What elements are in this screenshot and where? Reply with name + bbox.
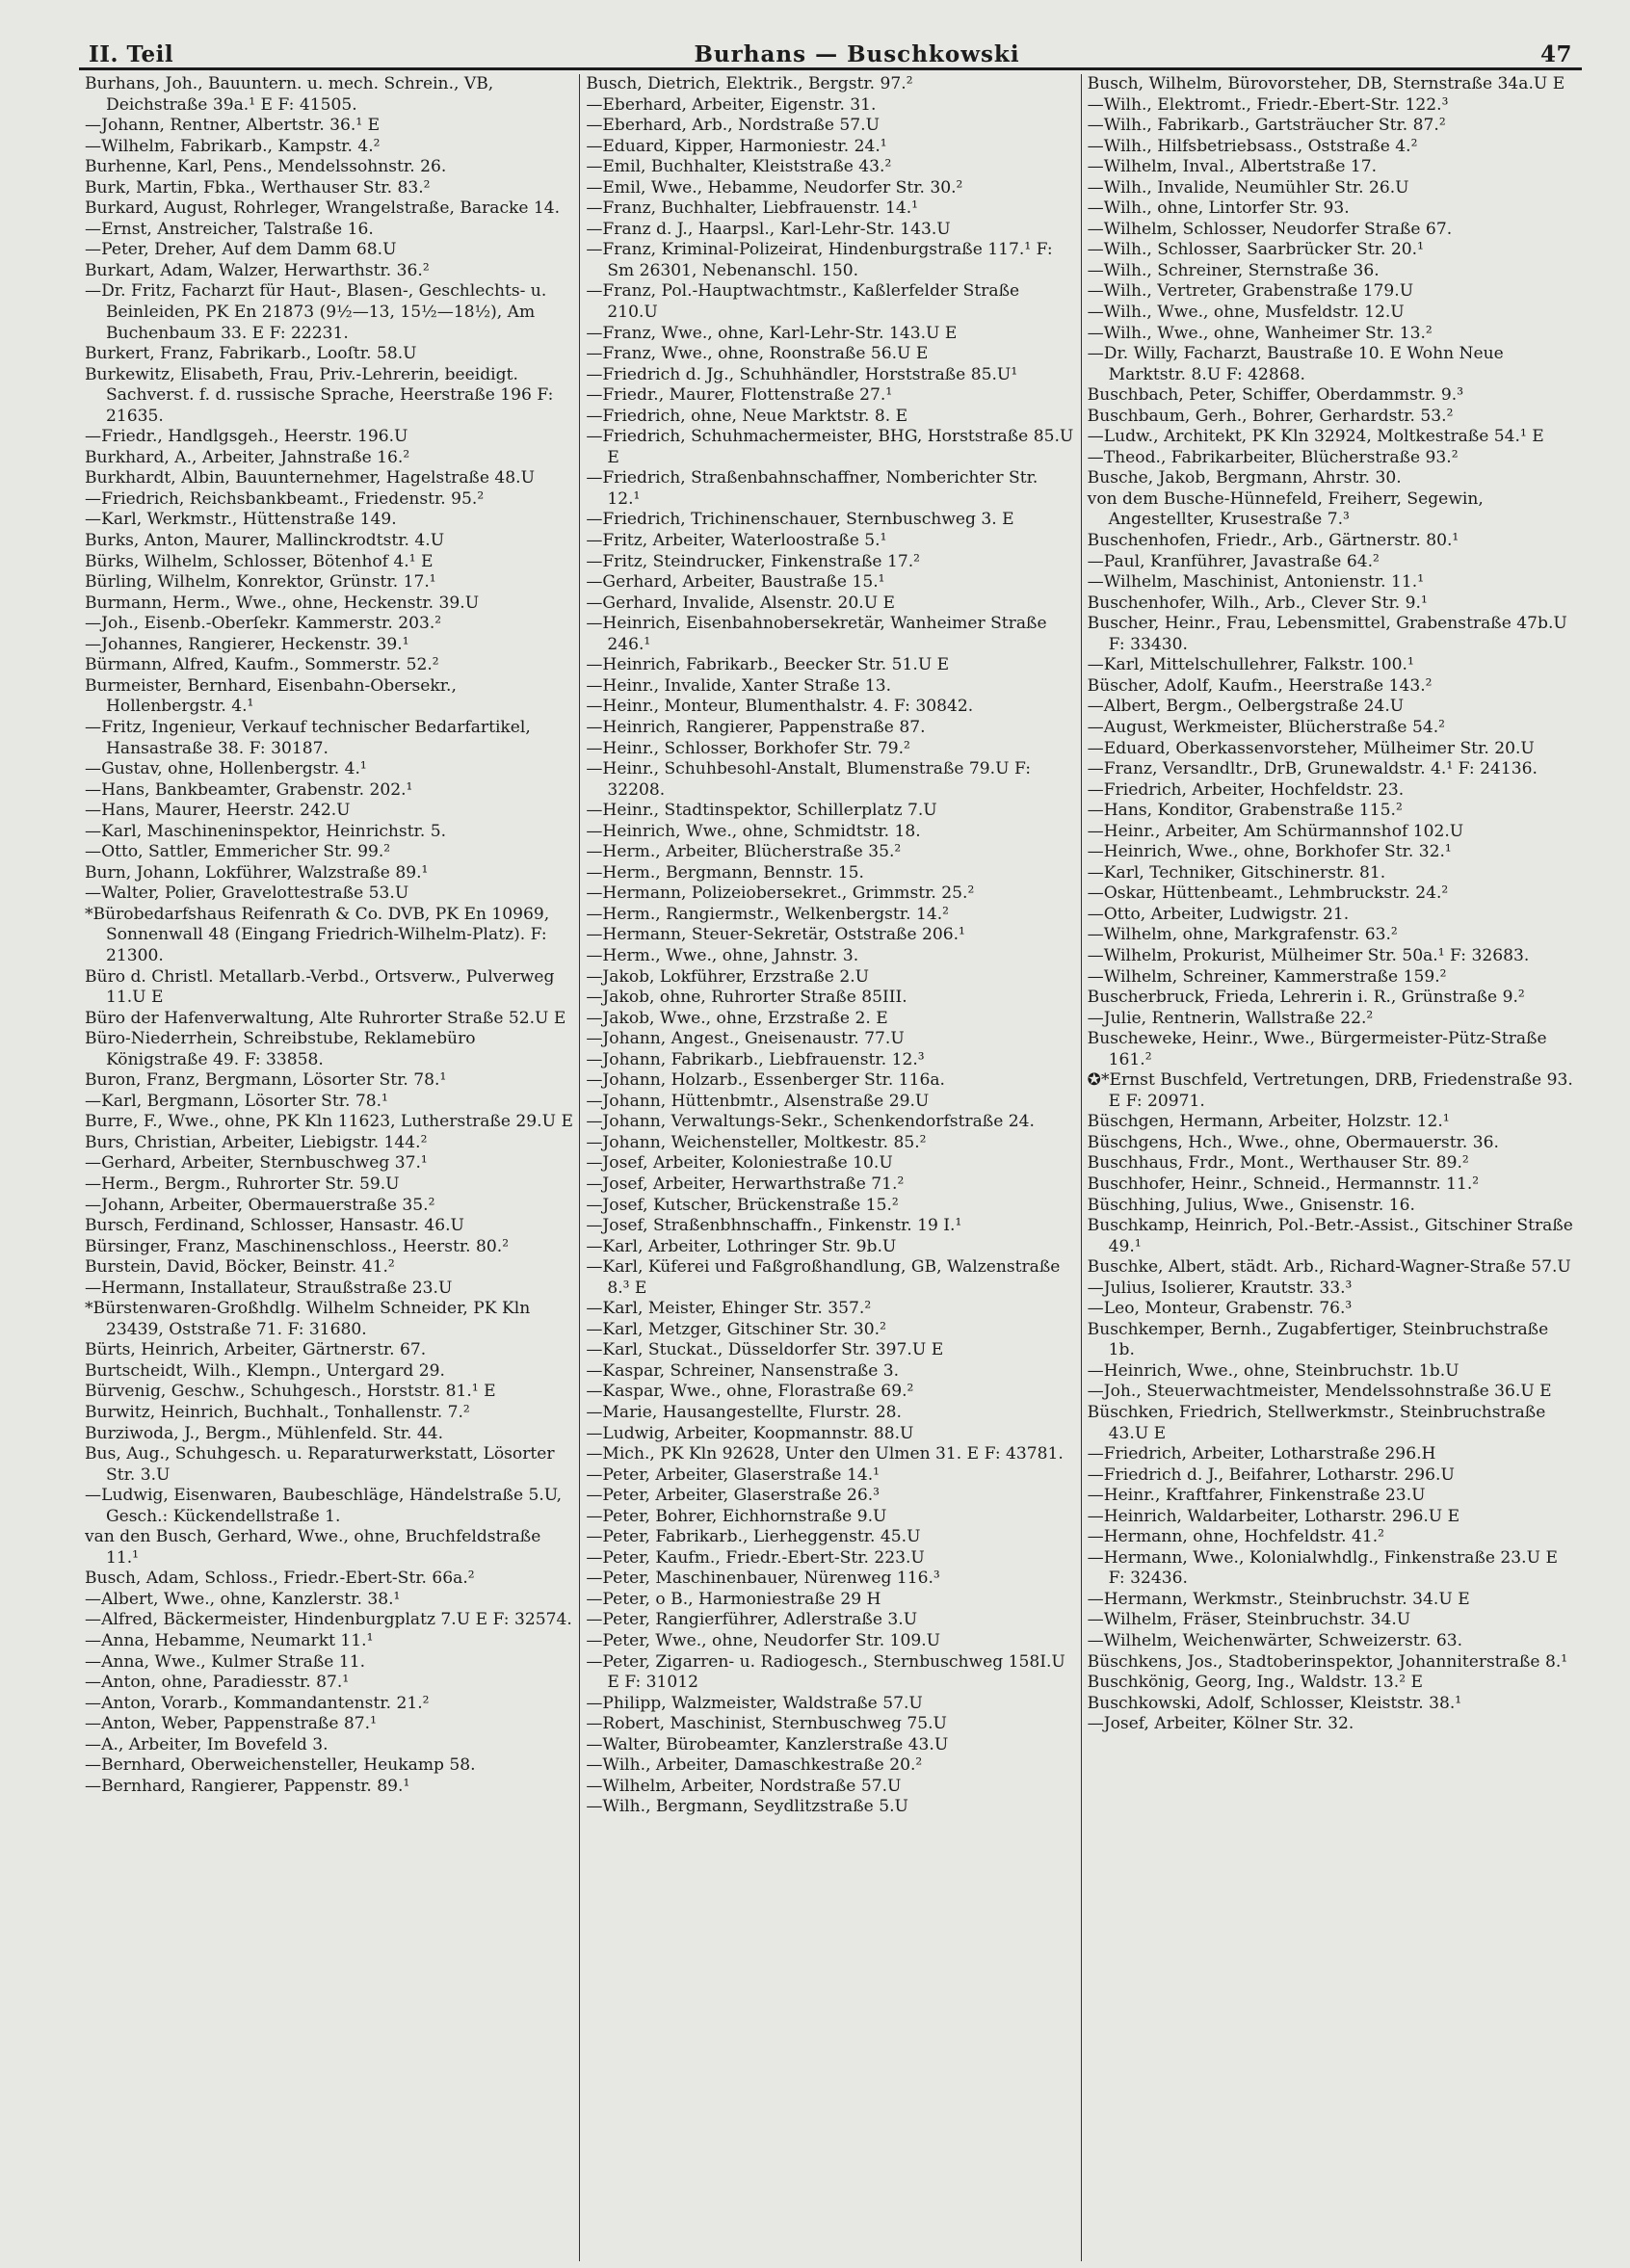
directory-entry: Busch, Wilhelm, Bürovorsteher, DB, Sternstraße 34a.U E — [1087, 74, 1565, 93]
directory-entry: —Fritz, Steindrucker, Finkenstraße 17.² — [586, 551, 920, 571]
directory-entry: —Anna, Hebamme, Neumarkt 11.¹ — [85, 1631, 374, 1651]
directory-entry: —Wilh., Fabrikarb., Gartsträucher Str. 87.² — [1087, 116, 1446, 136]
directory-entry: Burhenne, Karl, Pens., Mendelssohnstr. 26. — [85, 157, 447, 177]
directory-entry: —Karl, Maschineninspektor, Heinrichstr. 5. — [85, 821, 447, 841]
directory-entry: Büschgens, Hch., Wwe., ohne, Obermauerstr. 36. — [1087, 1132, 1499, 1152]
directory-entry: —Ludwig, Arbeiter, Koopmannstr. 88.U — [586, 1423, 914, 1443]
directory-entry: —Peter, Arbeiter, Glaserstraße 14.¹ — [586, 1464, 880, 1485]
directory-entry: —Oskar, Hüttenbeamt., Lehmbruckstr. 24.² — [1087, 883, 1449, 904]
directory-entry: —Wilhelm, Prokurist, Mülheimer Str. 50a.¹ F: 32683. — [1087, 945, 1530, 965]
directory-entry: —Walter, Bürobeamter, Kanzlerstraße 43.U — [586, 1734, 949, 1754]
directory-entry: Burkart, Adam, Walzer, Herwarthstr. 36.² — [85, 260, 430, 280]
directory-entry: —Fritz, Arbeiter, Waterloostraße 5.¹ — [586, 531, 887, 551]
directory-entry: —Johann, Arbeiter, Obermauerstraße 35.² — [85, 1195, 435, 1215]
directory-entry: Buschkemper, Bernh., Zugabfertiger, Steinbruchstraße 1b. — [1087, 1319, 1549, 1360]
directory-entry: —Hermann, Steuer-Sekretär, Oststraße 206.¹ — [586, 925, 965, 945]
directory-entry: Burs, Christian, Arbeiter, Liebigstr. 144.² — [85, 1132, 428, 1152]
directory-entry: —Heinrich, Wwe., ohne, Borkhofer Str. 32.¹ — [1087, 842, 1452, 862]
directory-entry: —Peter, Arbeiter, Glaserstraße 26.³ — [586, 1486, 880, 1506]
directory-entry: —Anna, Wwe., Kulmer Straße 11. — [85, 1651, 366, 1672]
directory-entry: —Franz, Kriminal-Polizeirat, Hindenburgstraße 117.¹ F: Sm 26301, Nebenanschl. 150. — [586, 240, 1053, 280]
directory-entry: Buschbach, Peter, Schiffer, Oberdammstr. 9.³ — [1087, 385, 1464, 406]
directory-entry: —Heinr., Stadtinspektor, Schillerplatz 7.U — [586, 801, 937, 821]
directory-entry: —Wilh., ohne, Lintorfer Str. 93. — [1087, 198, 1350, 219]
directory-entry: Büro der Hafenverwaltung, Alte Ruhrorter Straße 52.U E — [85, 1008, 566, 1028]
directory-entry: Buschbaum, Gerh., Bohrer, Gerhardstr. 53.² — [1087, 406, 1454, 426]
directory-entry: —Johann, Rentner, Albertstr. 36.¹ E — [85, 116, 381, 136]
directory-entry: —Friedrich, Trichinenschauer, Sternbuschweg 3. E — [586, 510, 1014, 530]
directory-entry: —Franz, Wwe., ohne, Roonstraße 56.U E — [586, 344, 929, 364]
directory-entry: —Heinr., Monteur, Blumenthalstr. 4. F: 30842. — [586, 697, 974, 717]
directory-entry: —Peter, Kaufm., Friedr.-Ebert-Str. 223.U — [586, 1547, 925, 1568]
directory-entry: —Herm., Bergm., Ruhrorter Str. 59.U — [85, 1174, 400, 1194]
directory-entry: —Heinr., Kraftfahrer, Finkenstraße 23.U — [1087, 1486, 1426, 1506]
directory-entry: —Joh., Eisenb.-Oberſekr. Kammerstr. 203.² — [85, 614, 442, 634]
directory-entry: —Hans, Maurer, Heerstr. 242.U — [85, 801, 351, 821]
directory-entry: —Johannes, Rangierer, Heckenstr. 39.¹ — [85, 634, 409, 654]
directory-entry: —Josef, Arbeiter, Herwarthstraße 71.² — [586, 1174, 905, 1194]
directory-entry: Buschkönig, Georg, Ing., Waldstr. 13.² E — [1087, 1673, 1423, 1693]
directory-entry: Buschenhofer, Wilh., Arb., Clever Str. 9.¹ — [1087, 593, 1428, 613]
directory-entry: —Ernst, Anstreicher, Talstraße 16. — [85, 219, 374, 239]
directory-entry: —Wilh., Bergmann, Seydlitzstraße 5.U — [586, 1797, 908, 1817]
directory-entry: van den Busch, Gerhard, Wwe., ohne, Bruchfeldstraße 11.¹ — [85, 1527, 541, 1568]
column-2 — [579, 74, 1080, 2261]
directory-entry: Burk, Martin, Fbka., Werthauser Str. 83.² — [85, 177, 431, 198]
directory-entry: Burziwoda, J., Bergm., Mühlenfeld. Str. 44. — [85, 1423, 444, 1443]
directory-entry: —Ludwig, Eisenwaren, Baubeschläge, Händelstraße 5.U, Gesch.: Kückendellstraße 1. — [85, 1486, 563, 1526]
directory-entry: Burkhard, A., Arbeiter, Jahnstraße 16.² — [85, 447, 410, 467]
directory-entry: Busch, Dietrich, Elektrik., Bergstr. 97.² — [586, 74, 913, 93]
directory-entry: —Karl, Techniker, Gitschinerstr. 81. — [1087, 862, 1386, 883]
name-range-title: Burhans — Buschkowski — [694, 41, 1020, 67]
directory-entry: —Franz d. J., Haarpsl., Karl-Lehr-Str. 143.U — [586, 219, 951, 239]
directory-entry: —Josef, Arbeiter, Koloniestraße 10.U — [586, 1153, 893, 1174]
directory-entry: Burks, Anton, Maurer, Mallinckrodtstr. 4.U — [85, 531, 445, 551]
directory-entry: —Jakob, ohne, Ruhrorter Straße 85III. — [586, 988, 907, 1008]
directory-entry: —Jakob, Lokführer, Erzstraße 2.U — [586, 966, 870, 987]
directory-entry: —Dr. Fritz, Facharzt für Haut-, Blasen-, Geschlechts- u. Beinleiden, PK En 21873 (9½—13, 15½—18½), Am Buchenbaum 33. E F: 22231. — [85, 281, 547, 343]
column-1 — [79, 74, 579, 2261]
directory-entry: —Wilhelm, Fabrikarb., Kampstr. 4.² — [85, 136, 381, 156]
directory-entry: —Johann, Weichensteller, Moltkestr. 85.² — [586, 1132, 927, 1152]
directory-entry: —Wilhelm, Weichenwärter, Schweizerstr. 63. — [1087, 1631, 1463, 1651]
directory-entry: —Hermann, Installateur, Straußstraße 23.U — [85, 1278, 453, 1298]
directory-entry: Buschkamp, Heinrich, Pol.-Betr.-Assist., Gitschiner Straße 49.¹ — [1087, 1216, 1573, 1256]
directory-entry: —Robert, Maschinist, Sternbuschweg 75.U — [586, 1714, 947, 1734]
page-header — [79, 39, 1582, 70]
directory-entry: Buscher, Heinr., Frau, Lebensmittel, Grabenstraße 47b.U F: 33430. — [1087, 614, 1567, 654]
directory-entry: —Johann, Hüttenbmtr., Alsenstraße 29.U — [586, 1091, 930, 1111]
directory-entry: —Julie, Rentnerin, Wallstraße 22.² — [1087, 1008, 1374, 1028]
directory-entry: Bürsinger, Franz, Maschinenschloss., Heerstr. 80.² — [85, 1236, 510, 1256]
directory-entry: —Hans, Konditor, Grabenstraße 115.² — [1087, 801, 1403, 821]
directory-entry: —Wilh., Schreiner, Sternstraße 36. — [1087, 260, 1380, 280]
directory-entry: —Wilh., Elektromt., Friedr.-Ebert-Str. 122.³ — [1087, 94, 1449, 115]
directory-entry: —Karl, Mittelschullehrer, Falkstr. 100.¹ — [1087, 655, 1414, 675]
directory-entry: —Wilhelm, Schlosser, Neudorfer Straße 67. — [1087, 219, 1453, 239]
directory-entry: —Heinrich, Wwe., ohne, Steinbruchstr. 1b.U — [1087, 1360, 1459, 1381]
directory-columns — [79, 74, 1582, 2261]
directory-entry: —Ludw., Architekt, PK Kln 32924, Moltkestraße 54.¹ E — [1087, 427, 1544, 447]
directory-entry: Bürmann, Alfred, Kaufm., Sommerstr. 52.² — [85, 655, 439, 675]
directory-entry: —Peter, Rangierführer, Adlerstraße 3.U — [586, 1610, 918, 1630]
directory-entry: Büschgen, Hermann, Arbeiter, Holzstr. 12.¹ — [1087, 1112, 1450, 1132]
directory-entry: Bürts, Heinrich, Arbeiter, Gärtnerstr. 67. — [85, 1340, 427, 1360]
directory-entry: —Hermann, Polizeiobersekret., Grimmstr. 25.² — [586, 883, 975, 904]
directory-entry: —Wilh., Hilfsbetriebsass., Oststraße 4.² — [1087, 136, 1418, 156]
directory-entry: —Albert, Wwe., ohne, Kanzlerstr. 38.¹ — [85, 1589, 401, 1609]
directory-entry: —Heinrich, Rangierer, Pappenstraße 87. — [586, 717, 926, 737]
directory-entry: —Friedrich, Arbeiter, Lotharstraße 296.H — [1087, 1444, 1436, 1464]
directory-entry: —Eduard, Kipper, Harmoniestr. 24.¹ — [586, 136, 887, 156]
directory-entry: Burhans, Joh., Bauuntern. u. mech. Schrein., VB, Deichstraße 39a.¹ E F: 41505. — [85, 74, 494, 115]
directory-entry: —Johann, Holzarb., Essenberger Str. 116a. — [586, 1070, 945, 1091]
directory-entry: *Bürobedarfshaus Reifenrath & Co. DVB, PK En 10969, Sonnenwall 48 (Eingang Friedrich-Wilhelm-Platz). F: 21300. — [85, 904, 550, 965]
directory-entry: —Walter, Polier, Gravelottestraße 53.U — [85, 883, 409, 904]
part-label: II. Teil — [89, 41, 174, 67]
column-3 — [1081, 74, 1582, 2261]
directory-entry: —Friedrich d. J., Beifahrer, Lotharstr. 296.U — [1087, 1464, 1455, 1485]
directory-entry: —Gerhard, Invalide, Alsenstr. 20.U E — [586, 593, 896, 613]
directory-entry: —Wilh., Wwe., ohne, Wanheimer Str. 13.² — [1087, 323, 1433, 343]
directory-entry: —Josef, Kutscher, Brückenstraße 15.² — [586, 1195, 899, 1215]
directory-entry: —Wilh., Arbeiter, Damaschkestraße 20.² — [586, 1755, 923, 1776]
directory-entry: Burre, F., Wwe., ohne, PK Kln 11623, Lutherstraße 29.U E — [85, 1112, 573, 1132]
directory-entry: —Hans, Bankbeamter, Grabenstr. 202.¹ — [85, 779, 413, 800]
directory-entry: —Friedrich, ohne, Neue Marktstr. 8. E — [586, 406, 908, 426]
directory-entry: —Friedrich, Straßenbahnschaffner, Nomberichter Str. 12.¹ — [586, 468, 1038, 509]
directory-entry: —Jakob, Wwe., ohne, Erzstraße 2. E — [586, 1008, 888, 1028]
directory-entry: Bursch, Ferdinand, Schlosser, Hansastr. 46.U — [85, 1216, 464, 1236]
directory-entry: Burmeister, Bernhard, Eisenbahn-Obersekr., Hollenbergstr. 4.¹ — [85, 675, 457, 717]
directory-entry: —Anton, Vorarb., Kommandantenstr. 21.² — [85, 1693, 430, 1713]
directory-entry: von dem Busche-Hünnefeld, Freiherr, Segewin, Angestellter, Krusestraße 7.³ — [1087, 488, 1484, 530]
directory-entry: —Emil, Buchhalter, Kleiststraße 43.² — [586, 157, 892, 177]
directory-entry: —Karl, Metzger, Gitschiner Str. 30.² — [586, 1319, 886, 1339]
directory-entry: Burtscheidt, Wilh., Klempn., Untergard 29. — [85, 1360, 445, 1381]
directory-entry: —Philipp, Walzmeister, Waldstraße 57.U — [586, 1693, 923, 1713]
directory-entry: Buscherbruck, Frieda, Lehrerin i. R., Grünstraße 9.² — [1087, 988, 1525, 1008]
directory-entry: —Herm., Arbeiter, Blücherstraße 35.² — [586, 842, 902, 862]
directory-entry: —Wilh., Schlosser, Saarbrücker Str. 20.¹ — [1087, 240, 1424, 260]
directory-entry: Burwitz, Heinrich, Buchhalt., Tonhallenstr. 7.² — [85, 1403, 470, 1422]
directory-entry: —Marie, Hausangestellte, Flurstr. 28. — [586, 1403, 902, 1422]
directory-entry: —Herm., Bergmann, Bennstr. 15. — [586, 862, 864, 883]
directory-entry: Bürvenig, Geschw., Schuhgesch., Horststr. 81.¹ E — [85, 1382, 496, 1402]
directory-entry: Busche, Jakob, Bergmann, Ahrstr. 30. — [1087, 468, 1402, 488]
directory-entry: Burkhardt, Albin, Bauunternehmer, Hagelstraße 48.U — [85, 468, 535, 488]
directory-entry: —Heinrich, Fabrikarb., Beecker Str. 51.U E — [586, 655, 950, 675]
directory-entry: —Peter, Dreher, Auf dem Damm 68.U — [85, 240, 397, 260]
directory-entry: Burn, Johann, Lokführer, Walzstraße 89.¹ — [85, 862, 429, 883]
directory-entry: —Eduard, Oberkassenvorsteher, Mülheimer Str. 20.U — [1087, 738, 1535, 758]
directory-entry: —Herm., Wwe., ohne, Jahnstr. 3. — [586, 945, 859, 965]
directory-entry: —Theod., Fabrikarbeiter, Blücherstraße 93.² — [1087, 447, 1459, 467]
directory-entry: —Mich., PK Kln 92628, Unter den Ulmen 31. E F: 43781. — [586, 1444, 1064, 1464]
directory-entry: —Heinrich, Eisenbahnobersekretär, Wanheimer Straße 246.¹ — [586, 614, 1047, 654]
directory-entry: —Peter, Wwe., ohne, Neudorfer Str. 109.U — [586, 1631, 941, 1651]
directory-entry: —Friedr., Handlgsgeh., Heerstr. 196.U — [85, 427, 408, 447]
directory-entry: —Peter, o B., Harmoniestraße 29 H — [586, 1589, 881, 1609]
directory-entry: Büro-Niederrhein, Schreibstube, Reklamebüro Königstraße 49. F: 33858. — [85, 1029, 476, 1069]
directory-entry: —Peter, Zigarren- u. Radiogesch., Sternbuschweg 158I.U E F: 31012 — [586, 1651, 1065, 1693]
directory-entry: —Friedrich, Schuhmachermeister, BHG, Horststraße 85.U E — [586, 427, 1074, 467]
directory-entry: *Bürstenwaren-Großhdlg. Wilhelm Schneider, PK Kln 23439, Oststraße 71. F: 31680. — [85, 1299, 531, 1339]
directory-entry: —Wilhelm, Maschinist, Antonienstr. 11.¹ — [1087, 572, 1425, 593]
directory-entry: —Wilhelm, Schreiner, Kammerstraße 159.² — [1087, 966, 1447, 987]
directory-entry: Büschhing, Julius, Wwe., Gnisenstr. 16. — [1087, 1195, 1415, 1215]
directory-entry: —Joh., Steuerwachtmeister, Mendelssohnstraße 36.U E — [1087, 1382, 1552, 1402]
directory-entry: —Hermann, ohne, Hochfeldstr. 41.² — [1087, 1527, 1384, 1547]
directory-entry: —Fritz, Ingenieur, Verkauf technischer Bedarfartikel, Hansastraße 38. F: 30187. — [85, 717, 531, 758]
directory-entry: —Josef, Straßenbhnschaffn., Finkenstr. 19 I.¹ — [586, 1216, 962, 1236]
directory-entry: —Heinrich, Wwe., ohne, Schmidtstr. 18. — [586, 821, 921, 841]
directory-entry: Burmann, Herm., Wwe., ohne, Heckenstr. 39.U — [85, 593, 480, 613]
page-number: 47 — [1539, 41, 1572, 67]
directory-entry: —Dr. Willy, Facharzt, Baustraße 10. E Wohn Neue Marktstr. 8.U F: 42868. — [1087, 344, 1504, 384]
directory-entry: —Gustav, ohne, Hollenbergstr. 4.¹ — [85, 759, 367, 779]
directory-entry: —Bernhard, Oberweichensteller, Heukamp 58. — [85, 1755, 476, 1776]
directory-entry: —Wilh., Vertreter, Grabenstraße 179.U — [1087, 281, 1414, 302]
directory-entry: —Otto, Arbeiter, Ludwigstr. 21. — [1087, 904, 1350, 924]
directory-entry: Buron, Franz, Bergmann, Lösorter Str. 78.¹ — [85, 1070, 447, 1091]
directory-entry: —Alfred, Bäckermeister, Hindenburgplatz 7.U E F: 32574. — [85, 1610, 572, 1630]
directory-entry: Büschkens, Jos., Stadtoberinspektor, Johanniterstraße 8.¹ — [1087, 1651, 1568, 1672]
directory-entry: —Friedrich, Reichsbankbeamt., Friedenstr. 95.² — [85, 488, 485, 509]
directory-entry: —Paul, Kranführer, Javastraße 64.² — [1087, 551, 1380, 571]
directory-entry: —Wilhelm, Arbeiter, Nordstraße 57.U — [586, 1776, 902, 1796]
directory-entry: —Johann, Angest., Gneisenaustr. 77.U — [586, 1029, 905, 1049]
directory-entry: —Emil, Wwe., Hebamme, Neudorfer Str. 30.² — [586, 177, 963, 198]
directory-entry: —Franz, Versandltr., DrB, Grunewaldstr. 4.¹ F: 24136. — [1087, 759, 1538, 779]
directory-entry: —Gerhard, Arbeiter, Sternbuschweg 37.¹ — [85, 1153, 428, 1174]
directory-entry: —Karl, Bergmann, Lösorter Str. 78.¹ — [85, 1091, 388, 1111]
directory-entry: —Kaspar, Schreiner, Nansenstraße 3. — [586, 1360, 900, 1381]
directory-entry: Bürling, Wilhelm, Konrektor, Grünstr. 17.¹ — [85, 572, 436, 593]
directory-entry: —Wilhelm, ohne, Markgrafenstr. 63.² — [1087, 925, 1398, 945]
directory-entry: —Johann, Verwaltungs-Sekr., Schenkendorfstraße 24. — [586, 1112, 1035, 1132]
directory-entry: —Friedr., Maurer, Flottenstraße 27.¹ — [586, 385, 893, 406]
directory-entry: —Leo, Monteur, Grabenstr. 76.³ — [1087, 1299, 1353, 1319]
directory-entry: —Herm., Rangiermstr., Welkenbergstr. 14.² — [586, 904, 949, 924]
directory-entry: Burkert, Franz, Fabrikarb., Looſtr. 58.U — [85, 344, 417, 364]
directory-entry: —Heinr., Arbeiter, Am Schürmannshof 102.U — [1087, 821, 1464, 841]
directory-entry: —Wilh., Invalide, Neumühler Str. 26.U — [1087, 177, 1409, 198]
directory-entry: —Peter, Bohrer, Eichhornstraße 9.U — [586, 1506, 887, 1526]
directory-entry: Bürks, Wilhelm, Schlosser, Bötenhof 4.¹ E — [85, 551, 434, 571]
directory-entry: Buscheweke, Heinr., Wwe., Bürgermeister-Pütz-Straße 161.² — [1087, 1029, 1547, 1069]
directory-entry: Büschken, Friedrich, Stellwerkmstr., Steinbruchstraße 43.U E — [1087, 1403, 1546, 1443]
directory-entry: ✪*Ernst Buschfeld, Vertretungen, DRB, Friedenstraße 93. E F: 20971. — [1087, 1070, 1573, 1111]
directory-entry: —Friedrich, Arbeiter, Hochfeldstr. 23. — [1087, 779, 1405, 800]
directory-entry: —Heinr., Schlosser, Borkhofer Str. 79.² — [586, 738, 910, 758]
directory-entry: Burstein, David, Böcker, Beinstr. 41.² — [85, 1257, 395, 1278]
directory-entry: Burkewitz, Elisabeth, Frau, Priv.-Lehrerin, beeidigt. Sachverst. f. d. russische Sprache, Heerstraße 196 F: 21635. — [85, 364, 554, 426]
directory-entry: Bus, Aug., Schuhgesch. u. Reparaturwerkstatt, Lösorter Str. 3.U — [85, 1444, 555, 1485]
directory-entry: —Karl, Arbeiter, Lothringer Str. 9b.U — [586, 1236, 897, 1256]
directory-entry: —Eberhard, Arb., Nordstraße 57.U — [586, 116, 880, 136]
directory-entry: Busch, Adam, Schloss., Friedr.-Ebert-Str. 66a.² — [85, 1569, 475, 1589]
directory-entry: —A., Arbeiter, Im Bovefeld 3. — [85, 1734, 329, 1754]
directory-entry: —Friedrich d. Jg., Schuhhändler, Horststraße 85.U¹ — [586, 364, 1018, 384]
directory-entry: Buschenhofen, Friedr., Arb., Gärtnerstr. 80.¹ — [1087, 531, 1459, 551]
directory-entry: —Karl, Küferei und Faßgroßhandlung, GB, Walzenstraße 8.³ E — [586, 1257, 1061, 1298]
directory-entry: Büro d. Christl. Metallarb.-Verbd., Ortsverw., Pulverweg 11.U E — [85, 966, 555, 1008]
directory-entry: —Franz, Buchhalter, Liebfrauenstr. 14.¹ — [586, 198, 919, 219]
directory-entry: —Karl, Stuckat., Düsseldorfer Str. 397.U E — [586, 1340, 944, 1360]
directory-entry: —Karl, Meister, Ehinger Str. 357.² — [586, 1299, 872, 1319]
directory-entry: —Eberhard, Arbeiter, Eigenstr. 31. — [586, 94, 877, 115]
directory-entry: —Albert, Bergm., Oelbergstraße 24.U — [1087, 697, 1405, 717]
directory-entry: —Johann, Fabrikarb., Liebfrauenstr. 12.³ — [586, 1049, 925, 1069]
directory-entry: —Julius, Isolierer, Krautstr. 33.³ — [1087, 1278, 1353, 1298]
directory-entry: —Kaspar, Wwe., ohne, Florastraße 69.² — [586, 1382, 914, 1402]
directory-entry: —Wilhelm, Inval., Albertstraße 17. — [1087, 157, 1378, 177]
directory-entry: —Peter, Fabrikarb., Lierheggenstr. 45.U — [586, 1527, 921, 1547]
directory-entry: Burkard, August, Rohrleger, Wrangelstraße, Baracke 14. — [85, 198, 561, 219]
directory-entry: Buschkowski, Adolf, Schlosser, Kleiststr. 38.¹ — [1087, 1693, 1462, 1713]
directory-entry: —Otto, Sattler, Emmericher Str. 99.² — [85, 842, 391, 862]
directory-entry: —Heinr., Invalide, Xanter Straße 13. — [586, 675, 892, 696]
directory-entry: —Heinrich, Waldarbeiter, Lotharstr. 296.U E — [1087, 1506, 1460, 1526]
directory-entry: —Peter, Maschinenbauer, Nürenweg 116.³ — [586, 1569, 940, 1589]
directory-entry: —Karl, Werkmstr., Hüttenstraße 149. — [85, 510, 397, 530]
directory-entry: —Hermann, Werkmstr., Steinbruchstr. 34.U E — [1087, 1589, 1470, 1609]
directory-entry: —Franz, Pol.-Hauptwachtmstr., Kaßlerfelder Straße 210.U — [586, 281, 1020, 323]
directory-entry: —Josef, Arbeiter, Kölner Str. 32. — [1087, 1714, 1354, 1734]
directory-entry: Buschhofer, Heinr., Schneid., Hermannstr. 11.² — [1087, 1174, 1480, 1194]
directory-entry: —Bernhard, Rangierer, Pappenstr. 89.¹ — [85, 1776, 410, 1796]
directory-entry: —Anton, ohne, Paradiesstr. 87.¹ — [85, 1673, 350, 1693]
directory-entry: Buschhaus, Frdr., Mont., Werthauser Str. 89.² — [1087, 1153, 1469, 1174]
directory-entry: —Wilhelm, Fräser, Steinbruchstr. 34.U — [1087, 1610, 1411, 1630]
directory-entry: —August, Werkmeister, Blücherstraße 54.² — [1087, 717, 1446, 737]
directory-entry: —Heinr., Schuhbesohl-Anstalt, Blumenstraße 79.U F: 32208. — [586, 759, 1031, 800]
directory-entry: Buschke, Albert, städt. Arb., Richard-Wagner-Straße 57.U — [1087, 1257, 1571, 1278]
directory-entry: —Anton, Weber, Pappenstraße 87.¹ — [85, 1714, 377, 1734]
directory-entry: —Gerhard, Arbeiter, Baustraße 15.¹ — [586, 572, 885, 593]
directory-entry: —Hermann, Wwe., Kolonialwhdlg., Finkenstraße 23.U E F: 32436. — [1087, 1547, 1558, 1589]
directory-entry: —Franz, Wwe., ohne, Karl-Lehr-Str. 143.U E — [586, 323, 958, 343]
directory-entry: —Wilh., Wwe., ohne, Musfeldstr. 12.U — [1087, 303, 1405, 323]
directory-entry: Büscher, Adolf, Kaufm., Heerstraße 143.² — [1087, 675, 1433, 696]
